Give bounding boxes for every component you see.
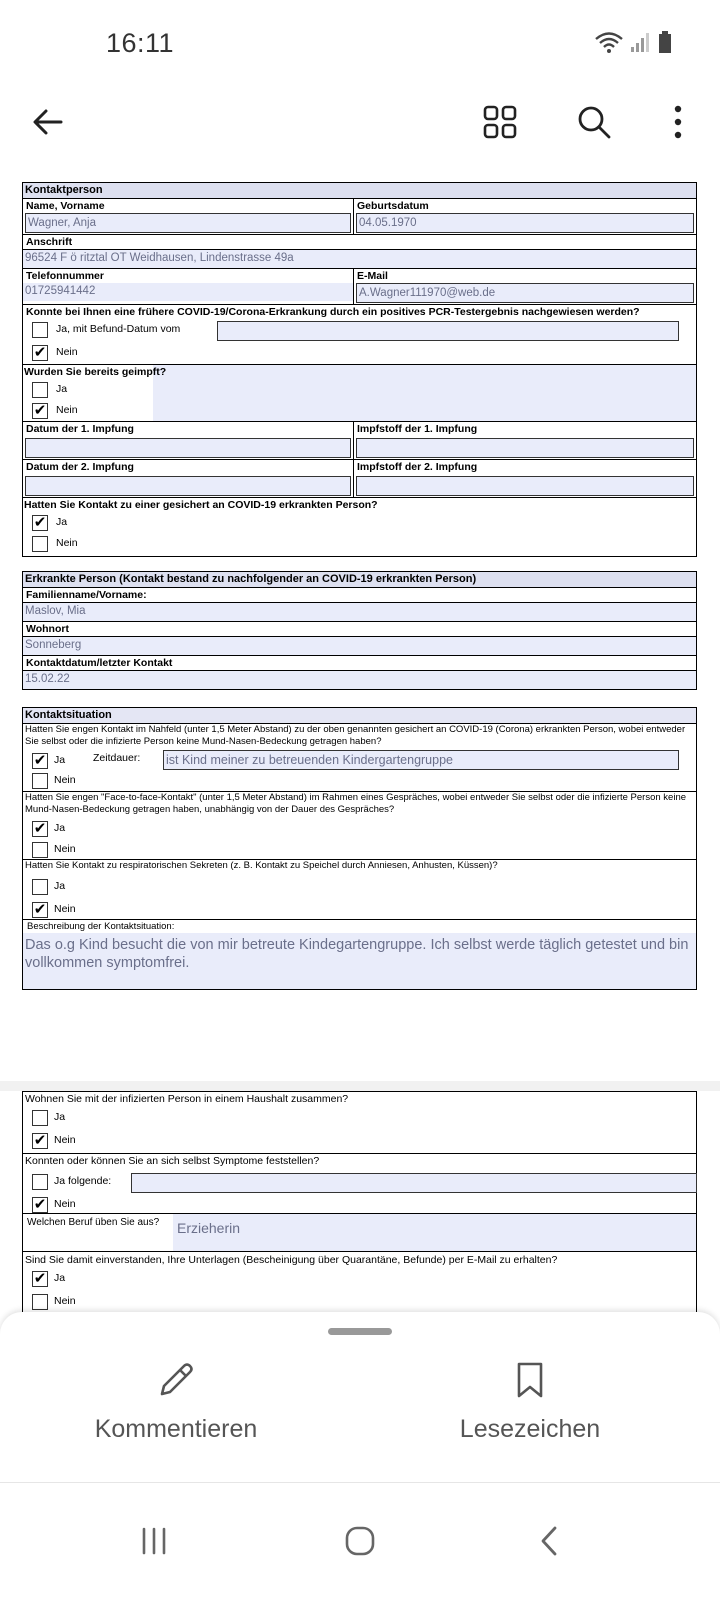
geburtsdatum-label: Geburtsdatum xyxy=(357,200,429,212)
zeitdauer-field[interactable]: ist Kind meiner zu betreuenden Kindergartengruppe xyxy=(163,750,679,770)
befund-datum-field[interactable] xyxy=(217,321,679,341)
q2-option-nein[interactable] xyxy=(23,839,696,860)
covid-question: Konnte bei Ihnen eine frühere COVID-19/Corona-Erkrankung durch ein positives PCR-Testergebnis nachgewiesen werden? xyxy=(26,306,640,318)
checkbox-checked[interactable]: ✔ xyxy=(33,402,47,419)
option-label: Nein xyxy=(56,404,78,416)
option-label: Nein xyxy=(54,1198,76,1210)
q1-option-ja[interactable] xyxy=(23,750,696,772)
checkbox[interactable] xyxy=(32,842,48,858)
q3-row xyxy=(23,860,696,920)
pdf-page-1 xyxy=(0,166,720,1081)
impf1-datum-label: Datum der 1. Impfung xyxy=(26,423,134,435)
search-button[interactable] xyxy=(566,94,622,150)
system-nav-bar xyxy=(0,1482,720,1600)
arrow-left-icon xyxy=(31,105,65,139)
checkbox[interactable] xyxy=(32,322,48,338)
pencil-icon xyxy=(156,1360,196,1400)
option-label: Nein xyxy=(54,774,76,786)
back-button[interactable] xyxy=(20,94,76,150)
beschreibung-field[interactable]: Das o.g Kind besucht die von mir betreute Kindegartengruppe. Ich selbst werde täglich getestet und bin vollkommen symptomfrei. xyxy=(23,933,696,989)
name-geburt-row xyxy=(23,199,696,235)
beschreibung-row xyxy=(23,920,696,989)
option-label: Nein xyxy=(54,1295,76,1307)
covid-option-nein[interactable] xyxy=(23,342,696,365)
symptome-row xyxy=(23,1154,696,1214)
symptome-option-ja[interactable] xyxy=(23,1171,696,1194)
impf1-stoff-field[interactable] xyxy=(356,438,694,458)
app-bar xyxy=(0,88,720,166)
beschreibung-label: Beschreibung der Kontaktsituation: xyxy=(27,921,175,932)
erkrankte-person-section xyxy=(22,571,697,690)
kontaktdatum-row xyxy=(23,656,696,689)
kontaktperson-section xyxy=(22,182,697,557)
email-label: E-Mail xyxy=(357,270,388,282)
anschrift-field[interactable]: 96524 F ö ritztal OT Weidhausen, Lindenstrasse 49a xyxy=(23,250,696,268)
pdf-page-2 xyxy=(0,1091,720,1346)
checkbox[interactable] xyxy=(32,536,48,552)
bottom-sheet xyxy=(0,1312,720,1482)
option-label: Ja xyxy=(54,822,66,834)
more-options-button[interactable] xyxy=(650,94,706,150)
option-label: Ja xyxy=(54,1272,66,1284)
beruf-label: Welchen Beruf üben Sie aus? xyxy=(27,1217,160,1228)
covid-row xyxy=(23,305,696,365)
name-label: Name, Vorname xyxy=(26,200,105,212)
checkbox[interactable] xyxy=(32,1174,48,1190)
battery-icon xyxy=(658,30,672,54)
tel-email-row xyxy=(23,269,696,305)
name-field[interactable]: Wagner, Anja xyxy=(25,213,351,233)
comment-button[interactable] xyxy=(66,1360,286,1444)
option-label: Ja xyxy=(54,754,66,766)
bookmark-button[interactable] xyxy=(420,1360,640,1444)
checkbox-checked[interactable]: ✔ xyxy=(33,1196,47,1213)
email-consent-row xyxy=(23,1252,696,1314)
telefon-label: Telefonnummer xyxy=(26,270,104,282)
wohnort-field[interactable]: Sonneberg xyxy=(23,637,696,655)
impf2-datum-field[interactable] xyxy=(25,476,351,496)
wohnort-row xyxy=(23,622,696,656)
kontaktsituation-section xyxy=(22,707,697,990)
q1-row xyxy=(23,724,696,792)
haushalt-row xyxy=(23,1092,696,1154)
kontaktdatum-field[interactable]: 15.02.22 xyxy=(23,671,696,689)
email-option-nein[interactable] xyxy=(23,1291,696,1312)
document-viewer[interactable] xyxy=(0,166,720,1346)
status-time: 16:11 xyxy=(106,28,175,58)
wohnort-label: Wohnort xyxy=(23,622,696,637)
signal-icon xyxy=(630,31,652,53)
q3-option-ja[interactable] xyxy=(23,876,696,899)
q1-option-nein[interactable] xyxy=(23,772,696,792)
kontakt-option-nein[interactable] xyxy=(23,533,696,554)
recent-apps-button[interactable] xyxy=(124,1511,184,1571)
thumbnails-button[interactable] xyxy=(472,94,528,150)
option-label: Nein xyxy=(54,903,76,915)
option-label: Ja xyxy=(56,383,68,395)
beruf-field[interactable]: Erzieherin xyxy=(173,1214,696,1251)
anschrift-row xyxy=(23,235,696,269)
more-vert-icon xyxy=(673,105,683,139)
impf1-datum-field[interactable] xyxy=(25,438,351,458)
grid-icon xyxy=(483,105,517,139)
geburtsdatum-field[interactable]: 04.05.1970 xyxy=(356,213,694,233)
anschrift-label: Anschrift xyxy=(23,235,696,250)
checkbox[interactable] xyxy=(32,1110,48,1126)
checkbox-checked[interactable]: ✔ xyxy=(33,344,47,361)
option-label: Ja xyxy=(54,880,66,892)
email-consent-question: Sind Sie damit einverstanden, Ihre Unterlagen (Bescheinigung über Quarantäne, Befunde) per E-Mail zu erhalten? xyxy=(25,1254,558,1266)
impf2-stoff-field[interactable] xyxy=(356,476,694,496)
erkrankte-name-label: Familienname/Vorname: xyxy=(23,588,696,603)
back-nav-button[interactable] xyxy=(520,1511,580,1571)
q3-option-nein[interactable] xyxy=(23,899,696,920)
option-label: Ja, mit Befund-Datum vom xyxy=(56,323,181,335)
q2-option-ja[interactable] xyxy=(23,818,696,839)
q1-question: Hatten Sie engen Kontakt im Nahfeld (unter 1,5 Meter Abstand) zu der oben genannten gesichert an COVID-19 (Corona) erkrankten Person, wobei entweder Sie selbst oder die infizierte Person keine Mund-Nasen-Bedeckung getragen haben? xyxy=(25,724,686,747)
section-title: Erkrankte Person (Kontakt bestand zu nachfolgender an COVID-19 erkrankten Person) xyxy=(23,572,696,588)
telefon-field[interactable]: 01725941442 xyxy=(23,283,353,301)
impf-option-nein[interactable] xyxy=(23,400,696,421)
symptome-question: Konnten oder können Sie an sich selbst Symptome feststellen? xyxy=(25,1155,320,1167)
symptome-field[interactable] xyxy=(131,1173,697,1193)
haushalt-option-ja[interactable] xyxy=(23,1107,696,1130)
impf-option-ja[interactable] xyxy=(23,379,696,400)
q2-row xyxy=(23,792,696,860)
home-icon xyxy=(343,1524,377,1558)
option-label: Ja xyxy=(54,1111,66,1123)
checkbox-checked[interactable]: ✔ xyxy=(33,820,47,837)
haushalt-question: Wohnen Sie mit der infizierten Person in einem Haushalt zusammen? xyxy=(25,1093,349,1105)
erkrankte-name-field[interactable]: Maslov, Mia xyxy=(23,603,696,621)
option-label: Nein xyxy=(56,537,78,549)
chevron-left-icon xyxy=(535,1524,565,1558)
section-title: Kontaktperson xyxy=(23,183,696,199)
sheet-drag-handle[interactable] xyxy=(328,1328,392,1335)
kontakt-option-ja[interactable] xyxy=(23,512,696,533)
beruf-row xyxy=(23,1214,696,1252)
impf2-datum-label: Datum der 2. Impfung xyxy=(26,461,134,473)
checkbox[interactable] xyxy=(32,382,48,398)
impf2-stoff-label: Impfstoff der 2. Impfung xyxy=(357,461,478,473)
impf2-row xyxy=(23,460,696,498)
checkbox[interactable] xyxy=(32,773,48,789)
kontakt-row xyxy=(23,498,696,556)
search-icon xyxy=(576,104,612,140)
q3-question: Hatten Sie Kontakt zu respiratorischen Sekreten (z. B. Kontakt zu Speichel durch Anniesen, Anhusten, Küssen)? xyxy=(25,860,498,871)
email-option-ja[interactable] xyxy=(23,1268,696,1291)
option-label: Ja folgende: xyxy=(54,1175,112,1187)
checkbox-checked[interactable]: ✔ xyxy=(33,514,47,531)
recent-apps-icon xyxy=(139,1526,169,1556)
haushalt-option-nein[interactable] xyxy=(23,1130,696,1151)
impf-row xyxy=(23,365,696,422)
zeitdauer-label: Zeitdauer: xyxy=(93,752,141,764)
checkbox-checked[interactable]: ✔ xyxy=(33,901,47,918)
option-label: Nein xyxy=(54,843,76,855)
checkbox-checked[interactable]: ✔ xyxy=(33,1132,47,1149)
kontaktdatum-label: Kontaktdatum/letzter Kontakt xyxy=(23,656,696,671)
status-icons xyxy=(594,30,672,54)
option-label: Nein xyxy=(54,1134,76,1146)
email-field[interactable]: A.Wagner111970@web.de xyxy=(356,283,694,303)
erkrankte-name-row xyxy=(23,588,696,622)
checkbox-checked[interactable]: ✔ xyxy=(33,1270,47,1287)
wifi-icon xyxy=(594,30,624,54)
status-bar xyxy=(0,0,720,88)
kontakt-question: Hatten Sie Kontakt zu einer gesichert an COVID-19 erkrankten Person? xyxy=(24,499,378,511)
checkbox-checked[interactable]: ✔ xyxy=(33,752,47,769)
symptome-option-nein[interactable] xyxy=(23,1194,696,1215)
bookmark-icon xyxy=(510,1360,550,1400)
impf-question: Wurden Sie bereits geimpft? xyxy=(24,366,167,378)
impf1-stoff-label: Impfstoff der 1. Impfung xyxy=(357,423,478,435)
q2-question: Hatten Sie engen "Face-to-face-Kontakt" (unter 1,5 Meter Abstand) im Rahmen eines Gespräches, wobei entweder Sie selbst oder die infizierte Person keine Mund-Nasen-Bedeckung getragen haben, unabhängig von der Dauer des Gespräches? xyxy=(25,792,687,815)
covid-option-ja[interactable] xyxy=(23,319,696,342)
bookmark-label: Lesezeichen xyxy=(459,1415,601,1443)
impf1-row xyxy=(23,422,696,460)
checkbox[interactable] xyxy=(32,879,48,895)
option-label: Nein xyxy=(56,346,78,358)
checkbox[interactable] xyxy=(32,1294,48,1310)
comment-label: Kommentieren xyxy=(94,1415,258,1443)
option-label: Ja xyxy=(56,516,68,528)
section-title: Kontaktsituation xyxy=(23,708,696,724)
home-button[interactable] xyxy=(330,1511,390,1571)
fragen-section xyxy=(22,1091,697,1315)
